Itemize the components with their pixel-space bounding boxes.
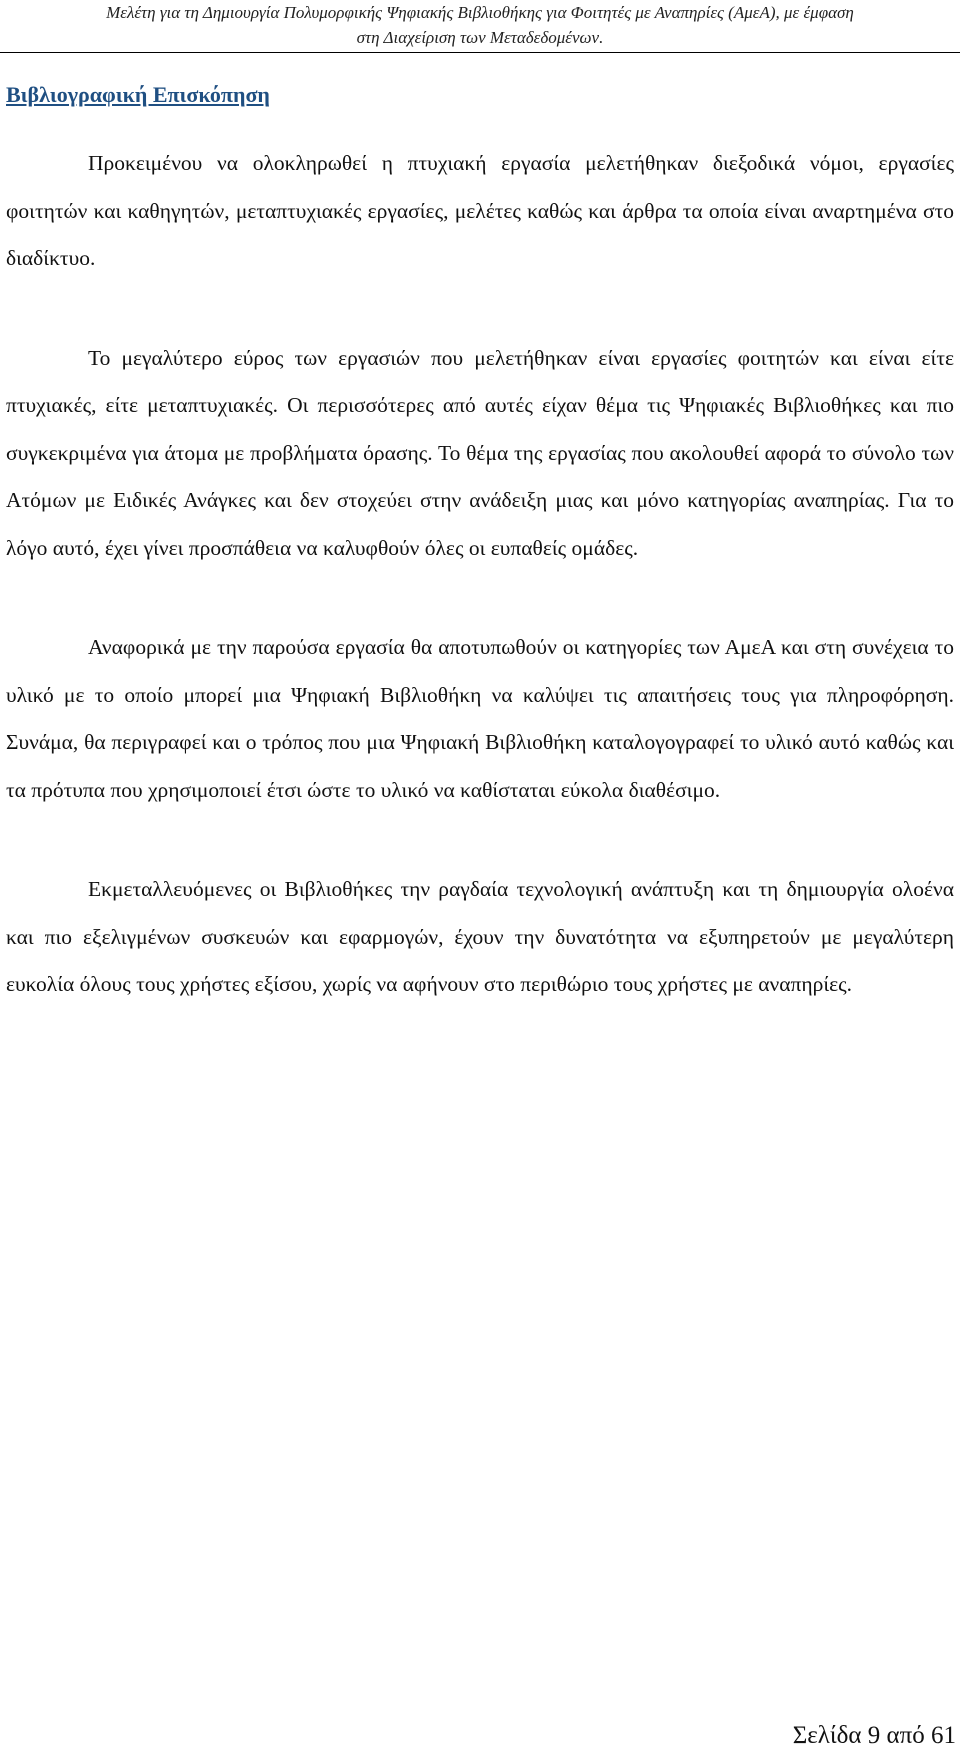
- running-header-line-2: στη Διαχείριση των Μεταδεδομένων.: [356, 28, 604, 47]
- running-header-line-1: Μελέτη για τη Δημιουργία Πολυμορφικής Ψηφιακής Βιβλιοθήκης για Φοιτητές με Αναπηρίες (ΑμεΑ), με έμφαση: [106, 3, 854, 22]
- document-body: [6, 140, 954, 1061]
- paragraph-3: Αναφορικά με την παρούσα εργασία θα αποτυπωθούν οι κατηγορίες των ΑμεΑ και στη συνέχεια το υλικό με το οποίο μπορεί μια Ψηφιακή Βιβλιοθήκη να καλύψει τις απαιτήσεις τους για πληροφόρηση. Συνάμα, θα περιγραφεί και ο τρόπος που μια Ψηφιακή Βιβλιοθήκη καταλογογραφεί το υλικό αυτό καθώς και τα πρότυπα που χρησιμοποιεί έτσι ώστε το υλικό να καθίσταται εύκολα διαθέσιμο.: [6, 635, 954, 802]
- page-number: Σελίδα 9 από 61: [792, 1722, 956, 1749]
- paragraph-1: Προκειμένου να ολοκληρωθεί η πτυχιακή εργασία μελετήθηκαν διεξοδικά νόμοι, εργασίες φοιτητών και καθηγητών, μεταπτυχιακές εργασίες, μελέτες καθώς και άρθρα τα οποία είναι αναρτημένα στο διαδίκτυο.: [6, 151, 954, 270]
- paragraph-4: Εκμεταλλευόμενες οι Βιβλιοθήκες την ραγδαία τεχνολογική ανάπτυξη και τη δημιουργία ολοένα και πιο εξελιγμένων συσκευών και εφαρμογών, έχουν την δυνατότητα να εξυπηρετούν με μεγαλύτερη ευκολία όλους τους χρήστες εξίσου, χωρίς να αφήνουν στο περιθώριο τους χρήστες με αναπηρίες.: [6, 877, 954, 996]
- header-divider: [0, 52, 960, 53]
- section-heading: Βιβλιογραφική Επισκόπηση: [6, 82, 270, 107]
- running-header: [0, 0, 960, 50]
- paragraph-2: Το μεγαλύτερο εύρος των εργασιών που μελετήθηκαν είναι εργασίες φοιτητών και είναι είτε πτυχιακές, είτε μεταπτυχιακές. Οι περισσότερες από αυτές είχαν θέμα τις Ψηφιακές Βιβλιοθήκες και πιο συγκεκριμένα για άτομα με προβλήματα όρασης. Το θέμα της εργασίας που ακολουθεί αφορά το σύνολο των Ατόμων με Ειδικές Ανάγκες και δεν στοχεύει στην ανάδειξη μιας και μόνο κατηγορίας αναπηρίας. Για το λόγο αυτό, έχει γίνει προσπάθεια να καλυφθούν όλες οι ευπαθείς ομάδες.: [6, 345, 954, 560]
